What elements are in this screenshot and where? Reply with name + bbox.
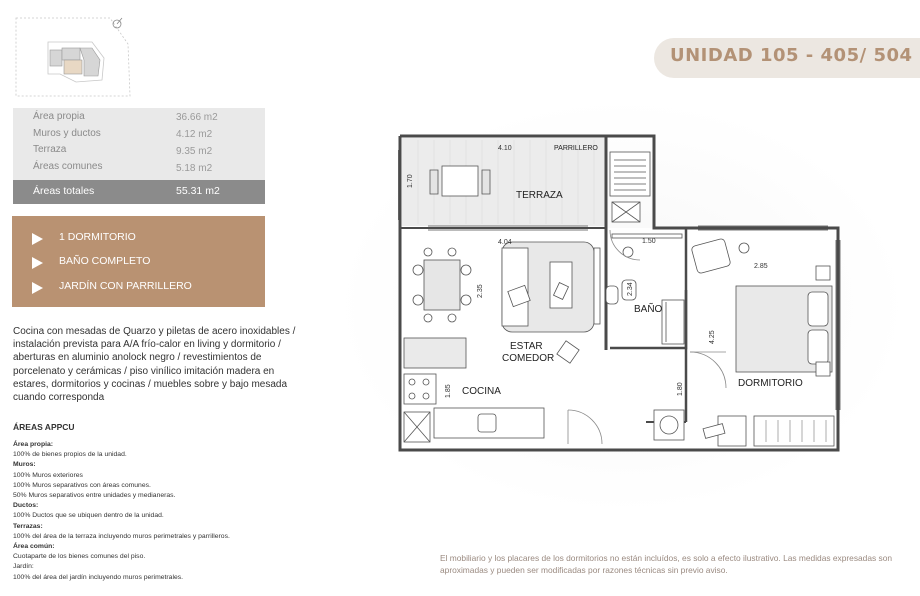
grill-unit	[610, 152, 650, 222]
washer	[654, 410, 684, 440]
area-label: Terraza	[33, 144, 67, 155]
appcu-line: 100% Ductos que se ubiquen dentro de la unidad.	[13, 512, 164, 520]
triangle-bullet-icon	[32, 233, 43, 245]
appcu-line: Área común:	[13, 543, 55, 551]
area-total-label: Áreas totales	[33, 185, 95, 197]
north-arrow-icon	[113, 18, 122, 28]
unit-title-banner	[654, 38, 920, 78]
building-footprint	[50, 48, 100, 76]
room-cocina: COCINA	[462, 386, 501, 397]
appcu-line: Área propia:	[13, 441, 54, 448]
room-estar: ESTAR	[510, 341, 543, 352]
areas-total-row	[13, 180, 265, 204]
appcu-line: 100% del área del jardín incluyendo muros perimetrales.	[13, 573, 184, 581]
dim-dorm-height: 4.25	[709, 330, 716, 344]
dim-estar-width: 4.04	[498, 239, 512, 246]
unit-description: Cocina con mesadas de Quarzo y piletas de acero inoxidables / instalación prevista para A/A frío-calor en living y dormitorio / aberturas en aluminio anolock negro / revestimientos de porcelenato y cerámicas / piso vinílico imitación madera en estares, dormitorios y cocinas / muebles sobre y bajo mesada cuando corresponda	[13, 326, 296, 404]
area-value: 4.12 m2	[176, 129, 213, 140]
room-parrillero: PARRILLERO	[554, 145, 598, 152]
dim-terraza-width: 4.10	[498, 145, 512, 152]
room-comedor: COMEDOR	[502, 353, 555, 364]
area-value: 9.35 m2	[176, 146, 213, 157]
area-label: Área propia	[33, 111, 85, 122]
appcu-title: ÁREAS APPCU	[13, 422, 75, 432]
area-total-value: 55.31 m2	[176, 185, 220, 197]
area-value: 36.66 m2	[176, 112, 218, 123]
appcu-line: Muros:	[13, 461, 36, 469]
appcu-line: Cuotaparte de los bienes comunes del piso.	[13, 553, 146, 561]
triangle-bullet-icon	[32, 282, 43, 294]
site-keymap	[14, 14, 136, 98]
appcu-line: Jardín:	[13, 563, 34, 571]
floor-plan	[398, 130, 842, 452]
dim-bano-width: 1.50	[642, 238, 656, 245]
feature-label: JARDÍN CON PARRILLERO	[59, 280, 192, 292]
dim-hall-height: 1.80	[677, 382, 684, 396]
areas-table	[13, 108, 265, 204]
dim-estar-height: 2.35	[477, 284, 484, 298]
area-label: Áreas comunes	[33, 161, 103, 172]
room-dormitorio: DORMITORIO	[738, 378, 803, 389]
room-terraza: TERRAZA	[516, 190, 563, 201]
appcu-line: 100% Muros separativos con áreas comunes.	[13, 481, 151, 489]
area-value: 5.18 m2	[176, 163, 213, 174]
appcu-list	[13, 440, 333, 583]
appcu-line: 50% Muros separativos entre unidades y medianeras.	[13, 492, 176, 500]
dim-terraza-height: 1.70	[407, 174, 414, 188]
appcu-line: 100% de bienes propios de la unidad.	[13, 451, 127, 459]
appcu-line: Terrazas:	[13, 522, 43, 530]
appcu-line: 100% Muros exteriores	[13, 471, 83, 479]
appcu-line: Ductos:	[13, 502, 39, 510]
dim-cocina-height: 1.85	[445, 384, 452, 398]
features-box	[12, 216, 265, 307]
area-label: Muros y ductos	[33, 128, 101, 139]
unit-title: UNIDAD 105 - 405/ 504	[670, 45, 913, 66]
dim-bano-height: 2.34	[627, 282, 634, 296]
disclaimer-text: El mobiliario y los placares de los dormitorios no están incluídos, es solo a efecto ilustrativo. Las medidas expresadas son aproximadas y pueden ser modificadas por razones técnicas sin previo aviso.	[440, 553, 893, 575]
living-set	[502, 242, 600, 332]
triangle-bullet-icon	[32, 257, 43, 269]
appcu-line: 100% del área de la terraza incluyendo muros perimetrales y parrilleros.	[13, 532, 230, 540]
feature-label: BAÑO COMPLETO	[59, 255, 151, 267]
dim-dorm-width: 2.85	[754, 263, 768, 270]
room-bano: BAÑO	[634, 304, 663, 315]
feature-label: 1 DORMITORIO	[59, 231, 136, 243]
